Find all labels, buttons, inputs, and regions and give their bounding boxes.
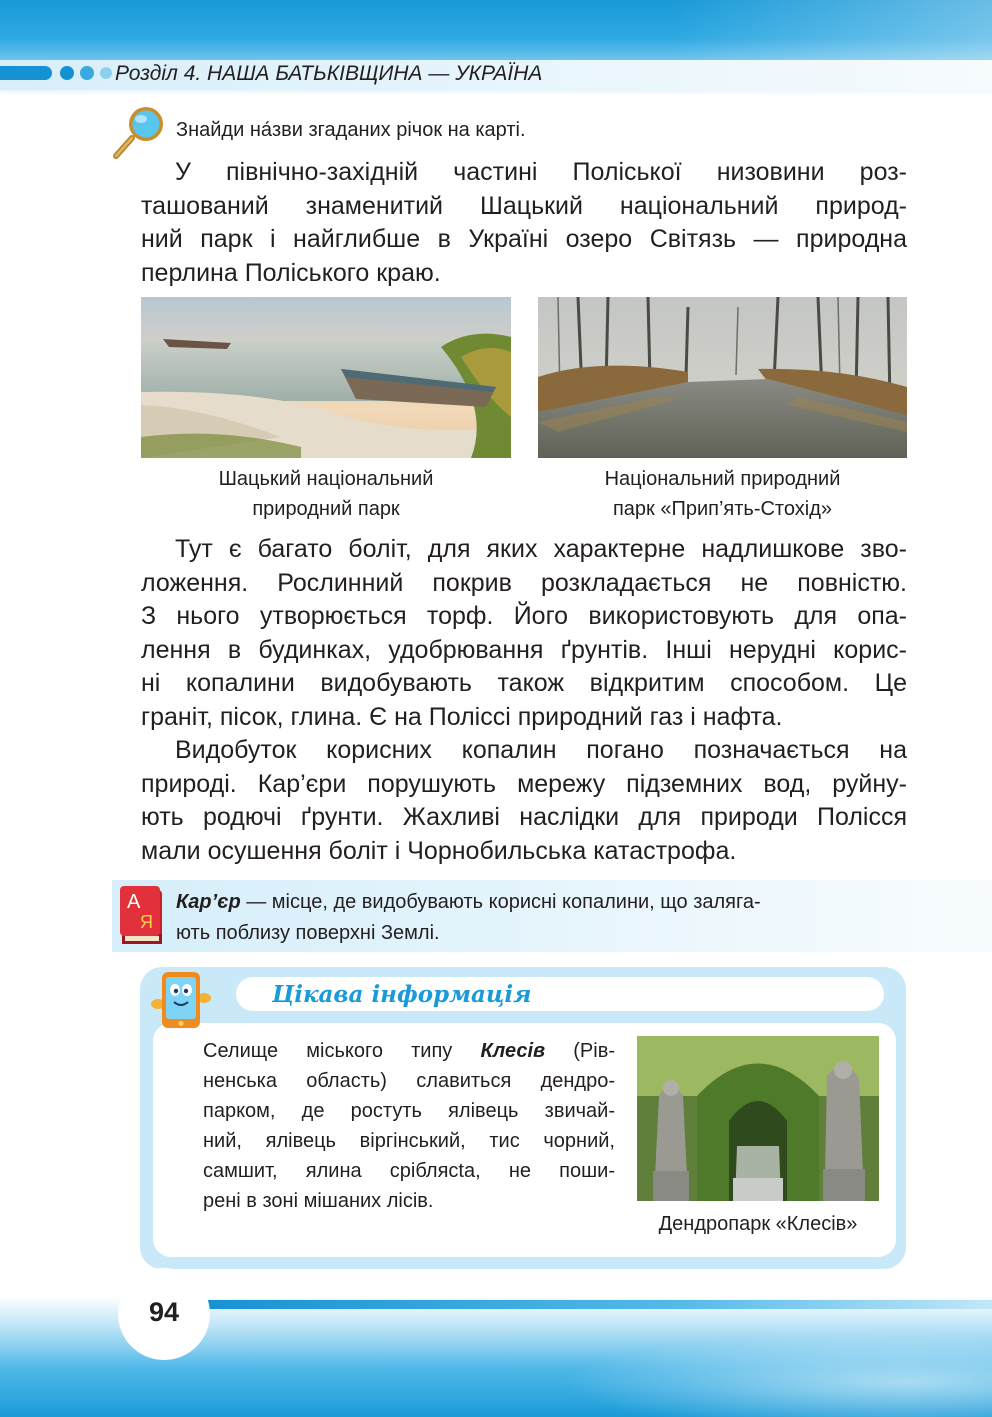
caption-line: Шацький національний (218, 468, 434, 490)
text-line: У північно-західній частині Поліської низовини роз- (175, 158, 907, 186)
text-line: ложення. Рослинний покрив розкладається не повністю. (141, 568, 907, 597)
text-line: лення в будинках, удобрювання ґрунтів. Інші нерудні корис- (141, 635, 907, 664)
text-line: Видобуток корисних копалин погано позначається на (175, 736, 907, 764)
text-line: ний, ялівець віргінський, тис чорний, (203, 1130, 615, 1152)
header-dot-icon (100, 67, 112, 79)
klesiv-term: Клесів (480, 1040, 546, 1062)
footer-stripe (200, 1300, 992, 1309)
glossary-definition (176, 887, 908, 949)
text-fragment: Селище міського типу (203, 1040, 481, 1062)
magnifier-icon (112, 104, 172, 160)
text-line: мали осушення боліт і Чорнобильська катастрофа. (141, 836, 737, 865)
text-line: граніт, пісок, глина. Є на Поліссі природний газ і нафта. (141, 702, 783, 731)
header-accent-bar (0, 66, 52, 80)
text-line: З нього утворюється торф. Його використовують для опа- (141, 602, 907, 630)
pripyat-stokhid-photo (538, 297, 907, 458)
text-fragment: (Рів- (545, 1040, 615, 1062)
text-line: Тут є багато боліт, для яких характерне надлишкове зво- (175, 535, 907, 563)
shatsky-park-photo (141, 297, 511, 458)
hint-text: Знайди на́зви згаданих річок на карті. (176, 119, 526, 141)
info-box-text (203, 1036, 615, 1216)
text-line: парком, де ростуть ялівець звичай- (203, 1100, 615, 1122)
dictionary-book-icon (118, 884, 166, 946)
text-line (203, 1036, 615, 1066)
glossary-term: Кар’єр (176, 891, 241, 913)
paragraph-swamps (141, 533, 907, 734)
glossary-definition-line1: — місце, де видобувають корисні копалини, що заляга- (240, 891, 761, 913)
photo-caption-shatsky (141, 464, 511, 524)
header-dot-icon (60, 66, 74, 80)
caption-line: парк «Прип’ять-Стохід» (612, 498, 833, 520)
dendropark-caption: Дендропарк «Клесів» (658, 1213, 858, 1235)
text-line: природі. Кар’єри порушують мережу підземних вод, руйну- (141, 769, 907, 798)
info-box-title: Цікава інформація (272, 981, 532, 1008)
text-line: рені в зоні мішаних лісів. (203, 1190, 434, 1212)
caption-line: природний парк (252, 498, 400, 520)
text-line: ненська область) славиться дендро- (203, 1070, 615, 1092)
text-line: самшит, ялина сріблясta, не поши- (203, 1160, 615, 1182)
text-line: ні копалини видобувають також відкритим способом. Це (141, 669, 907, 697)
text-line: перлина Поліського краю. (141, 258, 441, 287)
page-number: 94 (148, 1297, 180, 1327)
text-line: ють родючі ґрунти. Жахливі наслідки для природи Полісся (141, 803, 907, 831)
paragraph-intro (141, 156, 907, 290)
text-line: ташований знаменитий Шацький національний природ- (141, 191, 907, 220)
book-letter-a: А (127, 891, 141, 913)
footer-glow (560, 1330, 992, 1417)
chapter-title: Розділ 4. НАША БАТЬКІВЩИНА — УКРАЇНА (115, 62, 543, 85)
photo-caption-pripyat (538, 464, 907, 524)
header-dot-icon (80, 66, 94, 80)
text-line: ний парк і найглибше в Україні озеро Світязь — природна (141, 225, 907, 253)
glossary-definition-line2: ють поблизу поверхні Землі. (176, 922, 440, 944)
tablet-mascot-icon (148, 968, 214, 1032)
klesiv-dendropark-photo (637, 1036, 879, 1201)
caption-line: Національний природний (604, 468, 841, 490)
book-letter-ya: Я (140, 912, 153, 932)
paragraph-mining (141, 734, 907, 868)
